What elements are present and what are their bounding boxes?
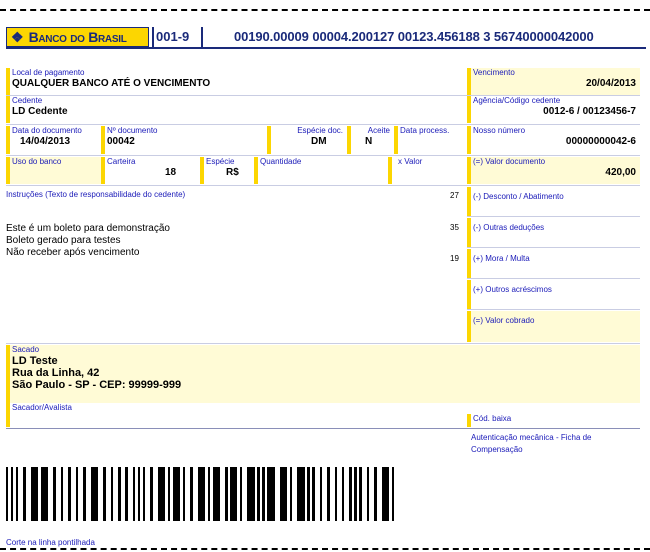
barcode-bar bbox=[382, 467, 389, 521]
instrucao-line-2: Boleto gerado para testes bbox=[6, 235, 121, 246]
cedente-value: LD Cedente bbox=[12, 106, 68, 117]
barcode-bar bbox=[31, 467, 38, 521]
top-cut-line bbox=[0, 9, 650, 11]
barcode-bar bbox=[213, 467, 220, 521]
especie-field: Espécie R$ bbox=[200, 157, 254, 184]
valor-documento-field: (=) Valor documento 420,00 bbox=[467, 157, 640, 184]
desconto-field: (-) Desconto / Abatimento bbox=[467, 187, 640, 217]
barcode-bar bbox=[297, 467, 304, 521]
local-pagamento-value: QUALQUER BANCO ATÉ O VENCIMENTO bbox=[12, 78, 211, 89]
data-documento-field: Data do documento 14/04/2013 bbox=[6, 126, 101, 154]
especie-doc-field: Espécie doc. DM bbox=[267, 126, 347, 154]
numero-documento-field: Nº documento 00042 bbox=[101, 126, 267, 154]
sacado-address: Rua da Linha, 42 bbox=[12, 367, 100, 379]
valor-cobrado-field: (=) Valor cobrado bbox=[467, 311, 640, 342]
carteira-field: Carteira 18 bbox=[101, 157, 200, 184]
instrucoes-label: Instruções (Texto de responsabilidade do cedente) bbox=[6, 190, 186, 199]
bank-logo bbox=[6, 27, 149, 47]
linha-digitavel: 00190.00009 00004.200127 00123.456188 3 56740000042000 bbox=[234, 29, 594, 44]
barcode-bar bbox=[247, 467, 254, 521]
x-valor-field: x Valor bbox=[388, 157, 467, 184]
barcode-bar bbox=[267, 467, 274, 521]
barcode-bar bbox=[392, 467, 394, 521]
barcode-bar bbox=[158, 467, 165, 521]
autenticacao-mecanica: Autenticação mecânica - Ficha de Compensação bbox=[471, 433, 592, 454]
barcode-bar bbox=[41, 467, 48, 521]
cod-baixa-field: Cód. baixa bbox=[467, 414, 640, 427]
barcode-bar bbox=[173, 467, 180, 521]
outros-acrescimos-field: (+) Outros acréscimos bbox=[467, 280, 640, 310]
barcode-bar bbox=[230, 467, 237, 521]
bank-symbol-icon: ❖ bbox=[11, 29, 24, 45]
data-processamento-field: Data process. bbox=[394, 126, 467, 154]
corte-label: Corte na linha pontilhada bbox=[6, 538, 95, 547]
bank-code: 001-9 bbox=[156, 29, 190, 44]
bank-logo-text: Banco do Brasil bbox=[28, 29, 127, 45]
instrucao-line-3: Não receber após vencimento bbox=[6, 247, 140, 258]
aceite-field: Aceite N bbox=[347, 126, 394, 154]
sacado-field: Sacado LD Teste Rua da Linha, 42 São Paulo - SP - CEP: 99999-999 bbox=[6, 345, 640, 403]
barcode-bar bbox=[280, 467, 287, 521]
sacado-city: São Paulo - SP - CEP: 99999-999 bbox=[12, 379, 182, 391]
instrucao-number-3: 19 bbox=[450, 254, 459, 263]
barcode-bar bbox=[91, 467, 98, 521]
boleto-header bbox=[6, 27, 646, 49]
barcode-bar bbox=[198, 467, 205, 521]
cedente-field: Cedente LD Cedente bbox=[6, 96, 467, 123]
agencia-field: Agência/Código cedente 0012-6 / 00123456-7 bbox=[467, 96, 640, 123]
avalista-field: Sacador/Avalista bbox=[6, 403, 640, 427]
barcode bbox=[6, 467, 395, 521]
bottom-cut-line bbox=[0, 548, 650, 550]
local-pagamento-field: Local de pagamento QUALQUER BANCO ATÉ O VENCIMENTO bbox=[6, 68, 467, 95]
nosso-numero-field: Nosso número 00000000042-6 bbox=[467, 126, 640, 154]
vencimento-field: Vencimento 20/04/2013 bbox=[467, 68, 640, 95]
uso-banco-field: Uso do banco bbox=[6, 157, 101, 184]
outras-deducoes-field: (-) Outras deduções bbox=[467, 218, 640, 248]
quantidade-field: Quantidade bbox=[254, 157, 388, 184]
sacado-name: LD Teste bbox=[12, 355, 58, 367]
vencimento-value: 20/04/2013 bbox=[585, 78, 636, 89]
instrucao-number-1: 27 bbox=[450, 191, 459, 200]
instrucao-number-2: 35 bbox=[450, 223, 459, 232]
instrucao-line-1: Este é um boleto para demonstração bbox=[6, 223, 170, 234]
mora-multa-field: (+) Mora / Multa bbox=[467, 249, 640, 279]
agencia-value: 0012-6 / 00123456-7 bbox=[543, 106, 636, 117]
